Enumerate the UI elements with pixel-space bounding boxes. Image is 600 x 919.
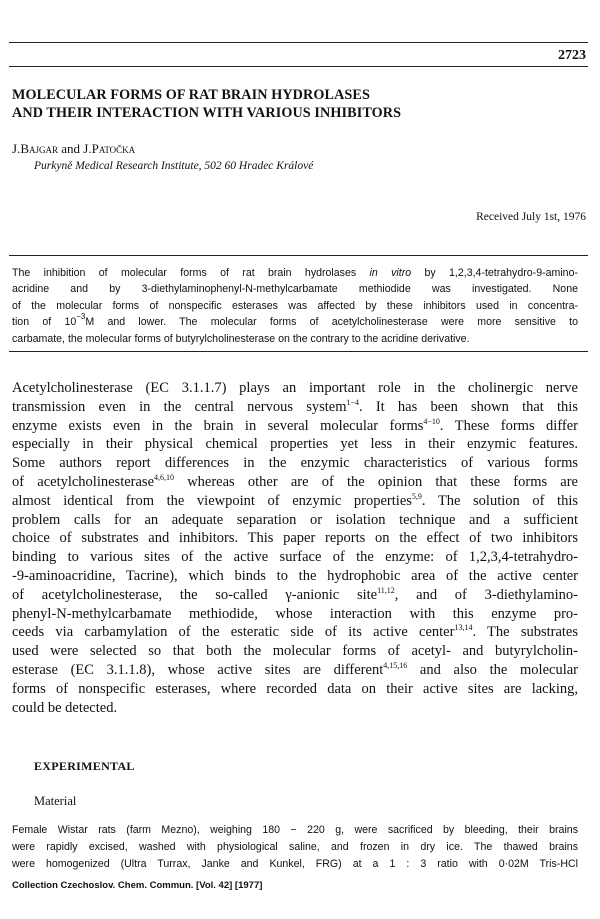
page-number: 2723 <box>558 48 586 63</box>
abstract-line: tion of $10^{-3}M$ and lower. The molecular forms of acetylcholinesterase were more sensitive to <box>12 312 578 329</box>
author-1-initial: J. <box>12 141 21 156</box>
body-line: used were selected so that both the molecular forms of acetyl- and butyrylcholin- <box>12 643 578 660</box>
abstract-rule-bottom <box>9 351 588 352</box>
body-line: phenyl-N-methylcarbamate methiodide, whose interaction with this enzyme pro- <box>12 605 578 622</box>
subsection-heading-material: Material <box>34 794 77 808</box>
abstract-line: acridine and by 3-diethylaminophenyl-N-methylcarbamate methiodide was investigated. None <box>12 283 578 296</box>
received-date: Received July 1st, 1976 <box>476 211 586 223</box>
body-line: enzyme exists even in the brain in several molecular forms$^{4-10}$. These forms differ <box>12 416 578 434</box>
body-line: of acetylcholinesterase, the so-called γ-anionic site$^{11,12}$, and of 3-diethylamino- <box>12 585 578 603</box>
abstract-line: carbamate, the molecular forms of butyrylcholinesterase on the contrary to the acridine derivative. <box>12 332 470 345</box>
body-line: could be detected. <box>12 699 118 716</box>
intro-paragraph <box>12 379 578 717</box>
journal-footer: Collection Czechoslov. Chem. Commun. [Vol. 42] [1977] <box>12 880 263 891</box>
body-line: binding to various sites of the active surface of the enzyme: of 1,2,3,4-tetrahydro- <box>12 549 578 566</box>
header-rule-top <box>9 42 588 43</box>
title-line-1: MOLECULAR FORMS OF RAT BRAIN HYDROLASES <box>12 87 370 103</box>
body-line: Some authors report differences in the enzymic characteristics of various forms <box>12 455 578 472</box>
authors-conjunction: and <box>58 141 84 156</box>
article-title <box>12 86 572 122</box>
body-line: Acetylcholinesterase (EC 3.1.1.7) plays an important role in the cholinergic nerve <box>12 380 578 396</box>
body-line: transmission even in the central nervous system$^{1-4}$. It has been shown that this <box>12 397 578 415</box>
methods-line: Female Wistar rats (farm Mezno), weighing 180 − 220 g, were sacrificed by bleeding, their brains <box>12 824 578 836</box>
abstract <box>12 265 578 347</box>
body-line: forms of nonspecific esterases, where recorded data on their active sites are lacking, <box>12 680 578 697</box>
methods-line: were homogenized (Ultra Turrax, Janke and Kunkel, FRG) at a 1 : 3 ratio with 0·02M Tris-HCl <box>12 858 578 870</box>
abstract-line: of the molecular forms of nonspecific esterases was affected by these inhibitors used in concentra- <box>12 299 578 312</box>
body-line: esterase (EC 3.1.1.8), whose active sites are different$^{4,15,16}$ and also the molecular <box>12 660 578 678</box>
body-line: ceeds via carbamylation of the esteratic side of its active center$^{13,14}$. The substrates <box>12 623 579 641</box>
abstract-line: The inhibition of molecular forms of rat brain hydrolases in vitro by 1,2,3,4-tetrahydro-9-amino- <box>12 267 578 279</box>
body-line: almost identical from the viewpoint of enzymic properties$^{5,9}$. The solution of this <box>12 491 578 509</box>
methods-line: were rapidly excised, washed with physiological saline, and frozen in dry ice. The thawed brains <box>12 841 578 853</box>
body-line: -9-aminoacridine, Tacrine), which binds to the hydrophobic area of the active center <box>12 567 578 584</box>
header-rule-bottom <box>9 66 588 67</box>
material-paragraph <box>12 822 578 873</box>
author-2-name: Patočka <box>91 141 136 156</box>
author-2-initial: J. <box>83 141 92 156</box>
body-line: problem calls for an adequate separation or isolation technique and a sufficient <box>12 511 578 528</box>
section-heading-experimental: EXPERIMENTAL <box>34 759 135 773</box>
body-line: of acetylcholinesterase$^{4,6,10}$ whereas other are of the opinion that these forms are <box>12 472 578 490</box>
affiliation: Purkyně Medical Research Institute, 502 60 Hradec Králové <box>34 160 314 172</box>
title-line-2: AND THEIR INTERACTION WITH VARIOUS INHIBITORS <box>12 105 402 121</box>
body-line: especially in their physical chemical properties yet less in their enzymic features. <box>12 436 578 453</box>
body-line: choice of substrates and inhibitors. This paper reports on the effect of two inhibitors <box>12 530 578 547</box>
authors <box>12 141 135 157</box>
author-1-name: Bajgar <box>20 141 58 156</box>
abstract-rule <box>9 255 588 256</box>
